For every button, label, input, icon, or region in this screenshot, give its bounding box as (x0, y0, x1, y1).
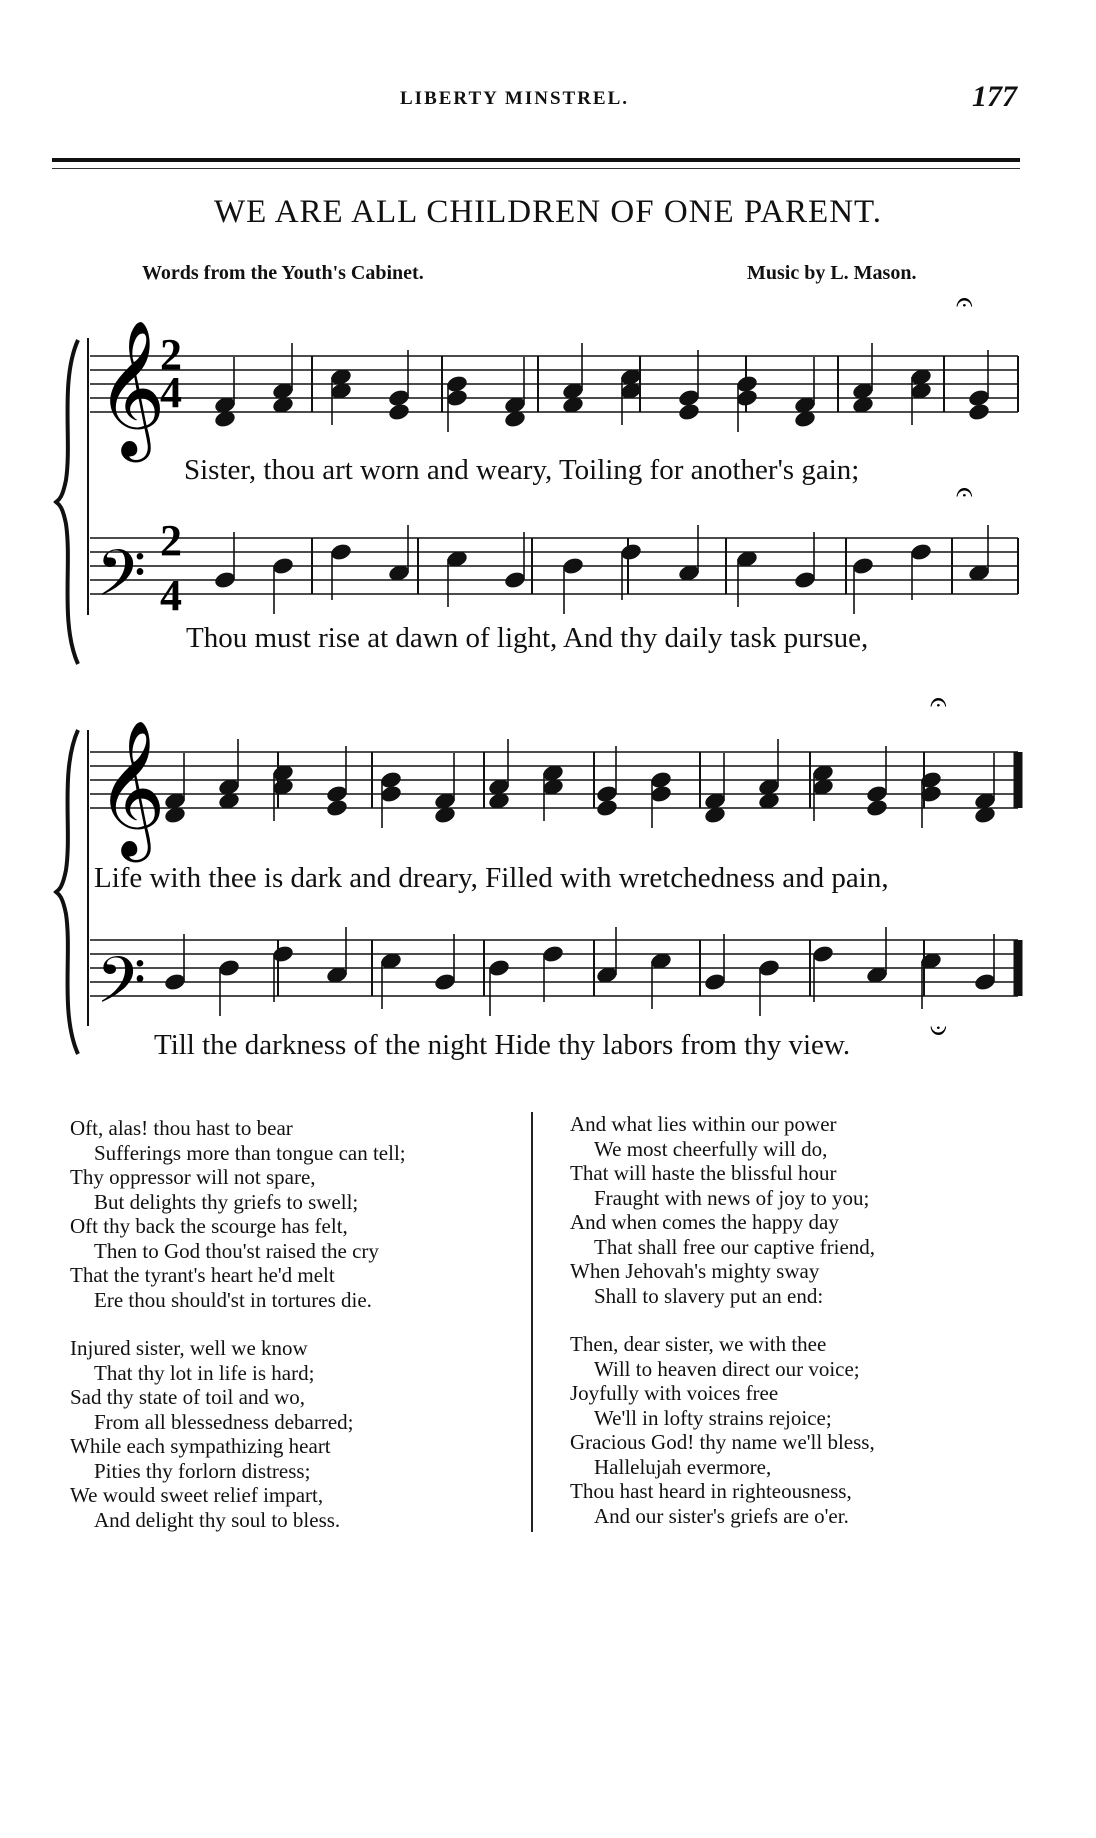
verse-line: But delights thy griefs to swell; (94, 1189, 359, 1214)
verse-line: And our sister's griefs are o'er. (594, 1503, 849, 1528)
treble-clef: 𝄞 (96, 323, 166, 454)
note-head (967, 402, 991, 422)
words-credit: Words from the Youth's Cabinet. (142, 262, 424, 284)
verse-line: That will haste the blissful hour (570, 1161, 837, 1185)
verse-line: Hallelujah evermore, (594, 1454, 772, 1479)
verse-line: And delight thy soul to bless. (94, 1507, 341, 1532)
verse-line: Pities thy forlorn distress; (94, 1458, 311, 1483)
verse-line: Oft, alas! thou hast to bear (70, 1116, 293, 1140)
verse-line: Sad thy state of toil and wo, (70, 1385, 306, 1409)
verse-line: Ere thou should'st in tortures die. (94, 1287, 372, 1312)
score-lyric-line: Sister, thou art worn and weary, Toiling for another's gain; (184, 454, 860, 486)
verse-line: We would sweet relief impart, (70, 1483, 324, 1507)
verse-right-1 (570, 1112, 875, 1308)
verse-line: Will to heaven direct our voice; (594, 1356, 860, 1381)
fermata: 𝄐 (956, 476, 973, 509)
verse-left-1 (70, 1116, 406, 1312)
time-sig-bottom: 4 (160, 368, 182, 417)
verse-line: That the tyrant's heart he'd melt (70, 1263, 335, 1287)
verse-line: Oft thy back the scourge has felt, (70, 1214, 348, 1238)
verse-line: Gracious God! thy name we'll bless, (570, 1430, 875, 1454)
time-sig-top: 2 (160, 330, 182, 379)
verse-line: Then, dear sister, we with thee (570, 1332, 827, 1356)
note-head (387, 402, 411, 422)
verse-line: From all blessedness debarred; (94, 1409, 354, 1434)
verse-line: Injured sister, well we know (70, 1336, 308, 1360)
song-title: WE ARE ALL CHILDREN OF ONE PARENT. (213, 194, 883, 230)
verse-line: That thy lot in life is hard; (94, 1360, 315, 1385)
score-lyric-line: Thou must rise at dawn of light, And thy daily task pursue, (186, 622, 869, 654)
verse-line: Joyfully with voices free (570, 1381, 779, 1405)
score-lyric-line: Till the darkness of the night Hide thy labors from thy view. (154, 1029, 851, 1061)
fermata: 𝄐 (956, 286, 973, 319)
time-sig-top: 2 (160, 516, 182, 565)
verse-left-2 (70, 1336, 354, 1532)
fermata: 𝄑 (930, 1014, 947, 1047)
page-number: 177 (972, 80, 1017, 113)
note-head (865, 798, 889, 818)
verse-line: We most cheerfully will do, (594, 1136, 828, 1161)
system-brace (56, 340, 78, 664)
note-head (595, 798, 619, 818)
score-lyric-line: Life with thee is dark and dreary, Filled with wretchedness and pain, (94, 862, 889, 894)
note-head (325, 798, 349, 818)
verse-line: When Jehovah's mighty sway (570, 1259, 820, 1283)
verse-line: That shall free our captive friend, (594, 1234, 876, 1259)
verse-line: And when comes the happy day (570, 1210, 839, 1234)
verse-line: Then to God thou'st raised the cry (94, 1238, 379, 1263)
note-head (677, 402, 701, 422)
verse-line: Thou hast heard in righteousness, (570, 1479, 852, 1503)
system-brace (56, 730, 78, 1054)
verse-line: Shall to slavery put an end: (594, 1283, 824, 1308)
time-sig-bottom: 4 (160, 571, 182, 620)
verse-line: Fraught with news of joy to you; (594, 1185, 870, 1210)
verse-line: While each sympathizing heart (70, 1434, 331, 1458)
music-credit: Music by L. Mason. (747, 262, 917, 284)
fermata: 𝄐 (930, 686, 947, 719)
verse-line: Sufferings more than tongue can tell; (94, 1140, 406, 1165)
verse-right-2 (570, 1332, 875, 1528)
verse-line: And what lies within our power (570, 1112, 837, 1136)
bass-clef: 𝄢 (96, 945, 147, 1032)
treble-clef: 𝄞 (96, 723, 166, 854)
verse-line: We'll in lofty strains rejoice; (594, 1405, 832, 1430)
bass-clef: 𝄢 (96, 538, 147, 625)
verse-line: Thy oppressor will not spare, (70, 1165, 316, 1189)
column-divider (531, 1112, 533, 1532)
running-title: LIBERTY MINSTREL. (400, 88, 630, 109)
